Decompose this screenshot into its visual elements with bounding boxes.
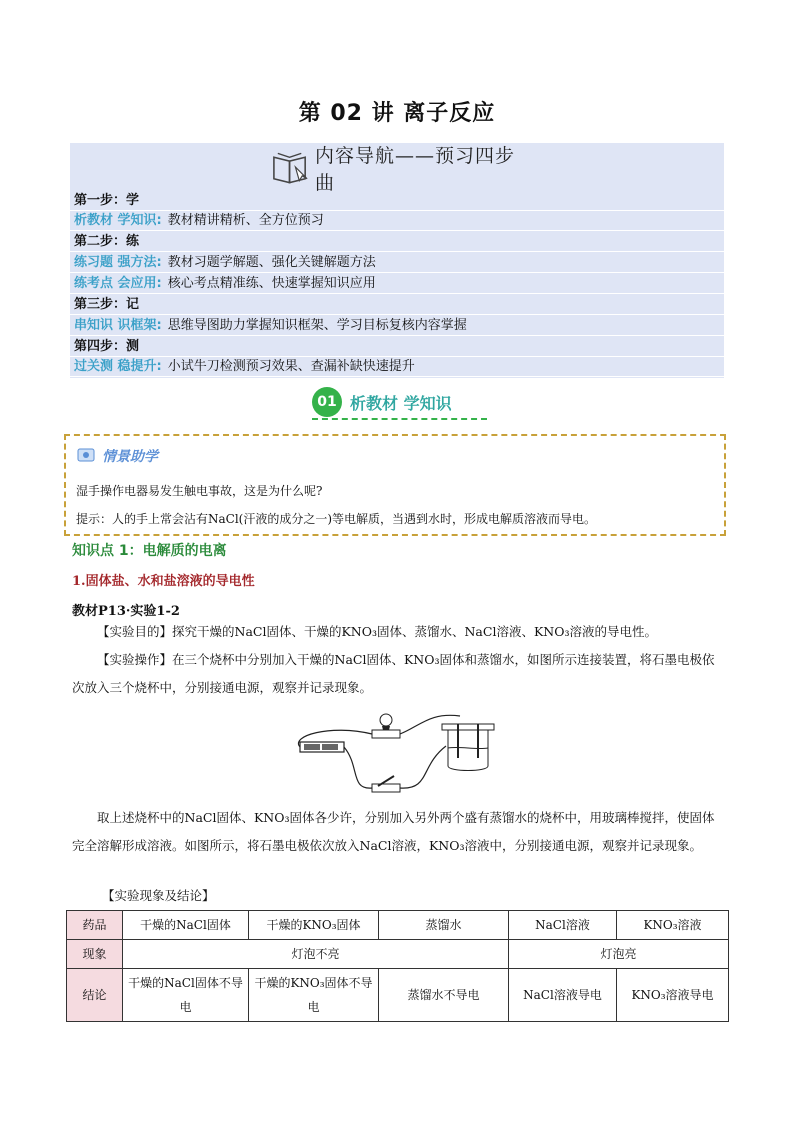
table-cell: 干燥的KNO₃固体: [249, 911, 379, 940]
para-dissolve: 取上述烧杯中的NaCl固体、KNO₃固体各少许，分别加入另外两个盛有蒸馏水的烧杯中，用玻璃棒搅拌，使固体完全溶解形成溶液。如图所示，将石墨电极依次放入NaCl溶液，KNO₃溶液中，分别接通电源，观察并记录现象。: [72, 810, 715, 853]
table-cell: KNO₃溶液: [617, 911, 729, 940]
nav-step-3: 第三步：记: [70, 295, 724, 315]
table-row: [67, 969, 729, 1022]
table-cell: NaCl溶液导电: [509, 969, 617, 1022]
para-operation: 【实验操作】在三个烧杯中分别加入干燥的NaCl固体、KNO₃固体和蒸馏水，如图所示连接装置，将石墨电极依次放入三个烧杯中，分别接通电源，观察并记录现象。: [72, 652, 715, 695]
section-banner: [312, 386, 502, 418]
table-cell: 蒸馏水: [379, 911, 509, 940]
results-caption: 【实验现象及结论】: [102, 888, 215, 903]
nav-heading-text: 内容导航——预习四步曲: [315, 145, 516, 194]
nav-item: 析教材 学知识: 教材精讲精析、全方位预习: [70, 211, 724, 231]
table-cell: 干燥的NaCl固体: [123, 911, 249, 940]
scene-question: 湿手操作电器易发生触电事故，这是为什么呢?: [76, 484, 323, 498]
table-cell: 干燥的KNO₃固体不导电: [249, 969, 379, 1022]
nav-step-1: 第一步：学: [70, 191, 724, 211]
page-title: 第 02 讲 离子反应: [298, 101, 496, 126]
para-purpose: 【实验目的】探究干燥的NaCl固体、干燥的KNO₃固体、蒸馏水、NaCl溶液、KNO₃溶液的导电性。: [97, 624, 657, 639]
nav-item: 串知识 识框架: 思维导图助力掌握知识框架、学习目标复核内容掌握: [70, 316, 724, 336]
subheading: 1.固体盐、水和盐溶液的导电性: [72, 574, 255, 589]
table-cell: 现象: [67, 940, 123, 969]
nav-step-4: 第四步：测: [70, 337, 724, 357]
section-number: 01: [312, 387, 342, 417]
table-cell: 灯泡不亮: [123, 940, 509, 969]
beaker-icon: [440, 718, 496, 774]
nav-step-2: 第二步：练: [70, 232, 724, 252]
table-cell: KNO₃溶液导电: [617, 969, 729, 1022]
table-cell: 灯泡亮: [509, 940, 729, 969]
knowledge-point-heading: 知识点 1：电解质的电离: [72, 543, 227, 559]
scene-answer: 提示：人的手上常会沾有NaCl(汗液的成分之一)等电解质，当遇到水时，形成电解质溶液而导电。: [76, 512, 597, 526]
scene-icon: [76, 446, 98, 466]
table-cell: 药品: [67, 911, 123, 940]
section-label: 析教材 学知识: [350, 393, 452, 413]
nav-item: 练考点 会应用: 核心考点精准练、快速掌握知识应用: [70, 274, 724, 294]
table-cell: 结论: [67, 969, 123, 1022]
section-divider: [312, 418, 487, 420]
table-row: [67, 911, 729, 940]
nav-item: 练习题 强方法: 教材习题学解题、强化关键解题方法: [70, 253, 724, 273]
nav-item: 过关测 稳提升: 小试牛刀检测预习效果、查漏补缺快速提升: [70, 357, 724, 377]
scene-tag: 情景助学: [76, 444, 196, 468]
book-icon: [270, 149, 311, 187]
table-row: [67, 940, 729, 969]
results-table: [66, 910, 729, 1022]
scene-box: [64, 434, 726, 536]
table-cell: 干燥的NaCl固体不导电: [123, 969, 249, 1022]
content-nav: [70, 143, 724, 378]
source-label: 教材P13·实验1-2: [72, 604, 180, 619]
nav-heading: [270, 145, 530, 194]
table-cell: NaCl溶液: [509, 911, 617, 940]
table-cell: 蒸馏水不导电: [379, 969, 509, 1022]
